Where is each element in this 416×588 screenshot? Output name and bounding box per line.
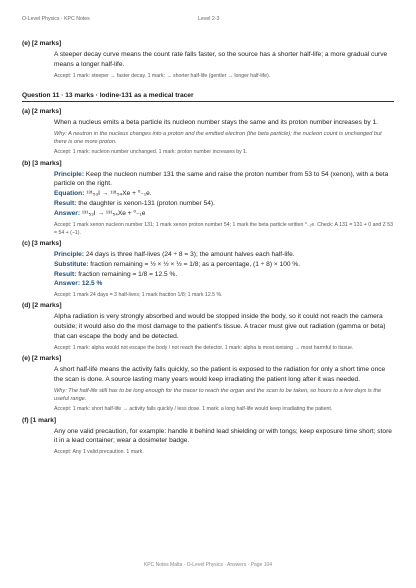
q11-part-d — [22, 302, 394, 352]
q11-part-f — [22, 417, 394, 457]
equation-label: Equation: — [54, 190, 85, 198]
accept-note: Accept: Any 1 valid precaution. 1 mark. — [54, 449, 144, 456]
header-course: O-Level Physics · KPC Notes — [22, 16, 90, 22]
part-label: (f) [1 mark] — [22, 416, 57, 424]
substitute-text: fraction remaining = ½ × ½ × ½ = 1/8; as a percentage, (1 ÷ 8) × 100 %. — [90, 260, 301, 268]
question-title: Question 11 · 13 marks · Iodine-131 as a medical tracer — [22, 92, 394, 102]
result-line — [54, 199, 394, 209]
why-note: Why: The half-life still has to be long enough for the tracer to reach the organ and the scan to be taken, so hours to a few days is the useful range. — [54, 387, 382, 402]
principle-text: 24 days is three half-lives (24 ÷ 8 = 3); the amount halves each half-life. — [85, 251, 295, 258]
principle-line — [54, 170, 394, 190]
answer-line — [54, 209, 394, 219]
q11-part-e — [22, 355, 394, 414]
part-label: (d) [2 marks] — [22, 302, 62, 310]
part-label: (e) [2 marks] — [22, 354, 62, 362]
result-text: the daughter is xenon-131 (proton number 54). — [78, 200, 215, 207]
q11-part-a — [22, 108, 394, 157]
principle-label: Principle: — [54, 170, 85, 178]
result-line — [54, 270, 394, 280]
answer-text: Any one valid precaution, for example: handle it behind lead shielding or with tongs; keep exposure time short; store it in a lead container; wear a dosimeter badge. — [54, 427, 392, 445]
result-text: fraction remaining = 1/8 = 12.5 %. — [78, 270, 178, 278]
accept-note: Accept: 1 mark: nucleon number unchanged. 1 mark: proton number increases by 1. — [54, 149, 248, 156]
principle-text: Keep the nucleon number 131 the same and raise the proton number from 53 to 54 (xenon), with a beta particle on the right. — [54, 170, 389, 188]
equation-text: ¹³¹₅₃I → ¹³¹₅₄Xe + ⁰₋₁e. — [86, 190, 152, 198]
part-label: (b) [3 marks] — [22, 159, 62, 167]
answer-text: A steeper decay curve means the count rate falls faster, so the source has a shorter half-life; a more gradual curve means a longer half-life. — [54, 51, 388, 68]
q11-part-c — [22, 240, 394, 299]
why-note: Why: A neutron in the nucleus changes into a proton and the emitted electron (the beta particle); the nucleon count is unchanged but there is one more proton. — [54, 130, 382, 145]
prev-part-e — [22, 40, 394, 80]
answer-value: ¹³¹₅₃I → ¹³¹₅₄Xe + ⁰₋₁e — [81, 209, 146, 217]
page-footer: KPC Notes Malta · O-Level Physics · Answers · Page 104 — [143, 562, 273, 568]
substitute-line — [54, 260, 394, 270]
header-level: Level 2-3 — [198, 16, 220, 22]
answer-text: A short half-life means the activity falls quickly, so the patient is exposed to the radiation for only a short time once the scan is done. A source lasting many years would keep irradiating the patient long after it was needed. — [54, 365, 386, 383]
answers-content — [22, 40, 394, 456]
answer-value: 12.5 % — [81, 280, 103, 288]
part-label: (a) [2 marks] — [22, 107, 62, 115]
answer-line — [54, 279, 394, 289]
principle-line — [54, 250, 394, 260]
part-label: (c) [3 marks] — [22, 240, 62, 247]
accept-note: Accept: 1 mark 24 days = 3 half-lives; 1 mark fraction 1/8; 1 mark 12.5 %. — [54, 292, 223, 299]
substitute-label: Substitute: — [54, 260, 89, 268]
running-header — [22, 16, 394, 26]
accept-note: Accept: 1 mark: steeper → faster decay. 1 mark: → shorter half-life (gentler → longer half-life). — [54, 72, 271, 79]
answer-label: Answer: — [54, 280, 81, 288]
q11-part-b — [22, 160, 394, 237]
answer-label: Answer: — [54, 209, 81, 217]
principle-label: Principle: — [54, 251, 85, 258]
answer-text: When a nucleus emits a beta particle its nucleon number stays the same and its proton number increases by 1. — [54, 118, 378, 126]
result-label: Result: — [54, 270, 77, 278]
equation-line — [54, 189, 394, 199]
accept-note: Accept: 1 mark: alpha would not escape the body / not reach the detector. 1 mark: alpha is most ionising → most harmful to tissue. — [54, 344, 354, 351]
answer-text: Alpha radiation is very strongly absorbed and would be stopped inside the body, so it could not reach the camera outside; it would also do the most damage to the patient's tissue. A tracer must give out radiation (gamma or beta) that can escape the body and be detected. — [54, 313, 386, 340]
result-label: Result: — [54, 200, 77, 207]
part-label: (e) [2 marks] — [22, 40, 62, 47]
accept-note: Accept: 1 mark: short half-life → activity falls quickly / less dose. 1 mark: a long half-life would keep irradiating the patient. — [54, 406, 333, 413]
accept-note: Accept: 1 mark xenon nucleon number 131; 1 mark xenon proton number 54; 1 mark the beta particle written ⁰₋₁e. Check: A 131 = 131 + 0 and Z 53 = 54 + (−1). — [54, 221, 394, 236]
